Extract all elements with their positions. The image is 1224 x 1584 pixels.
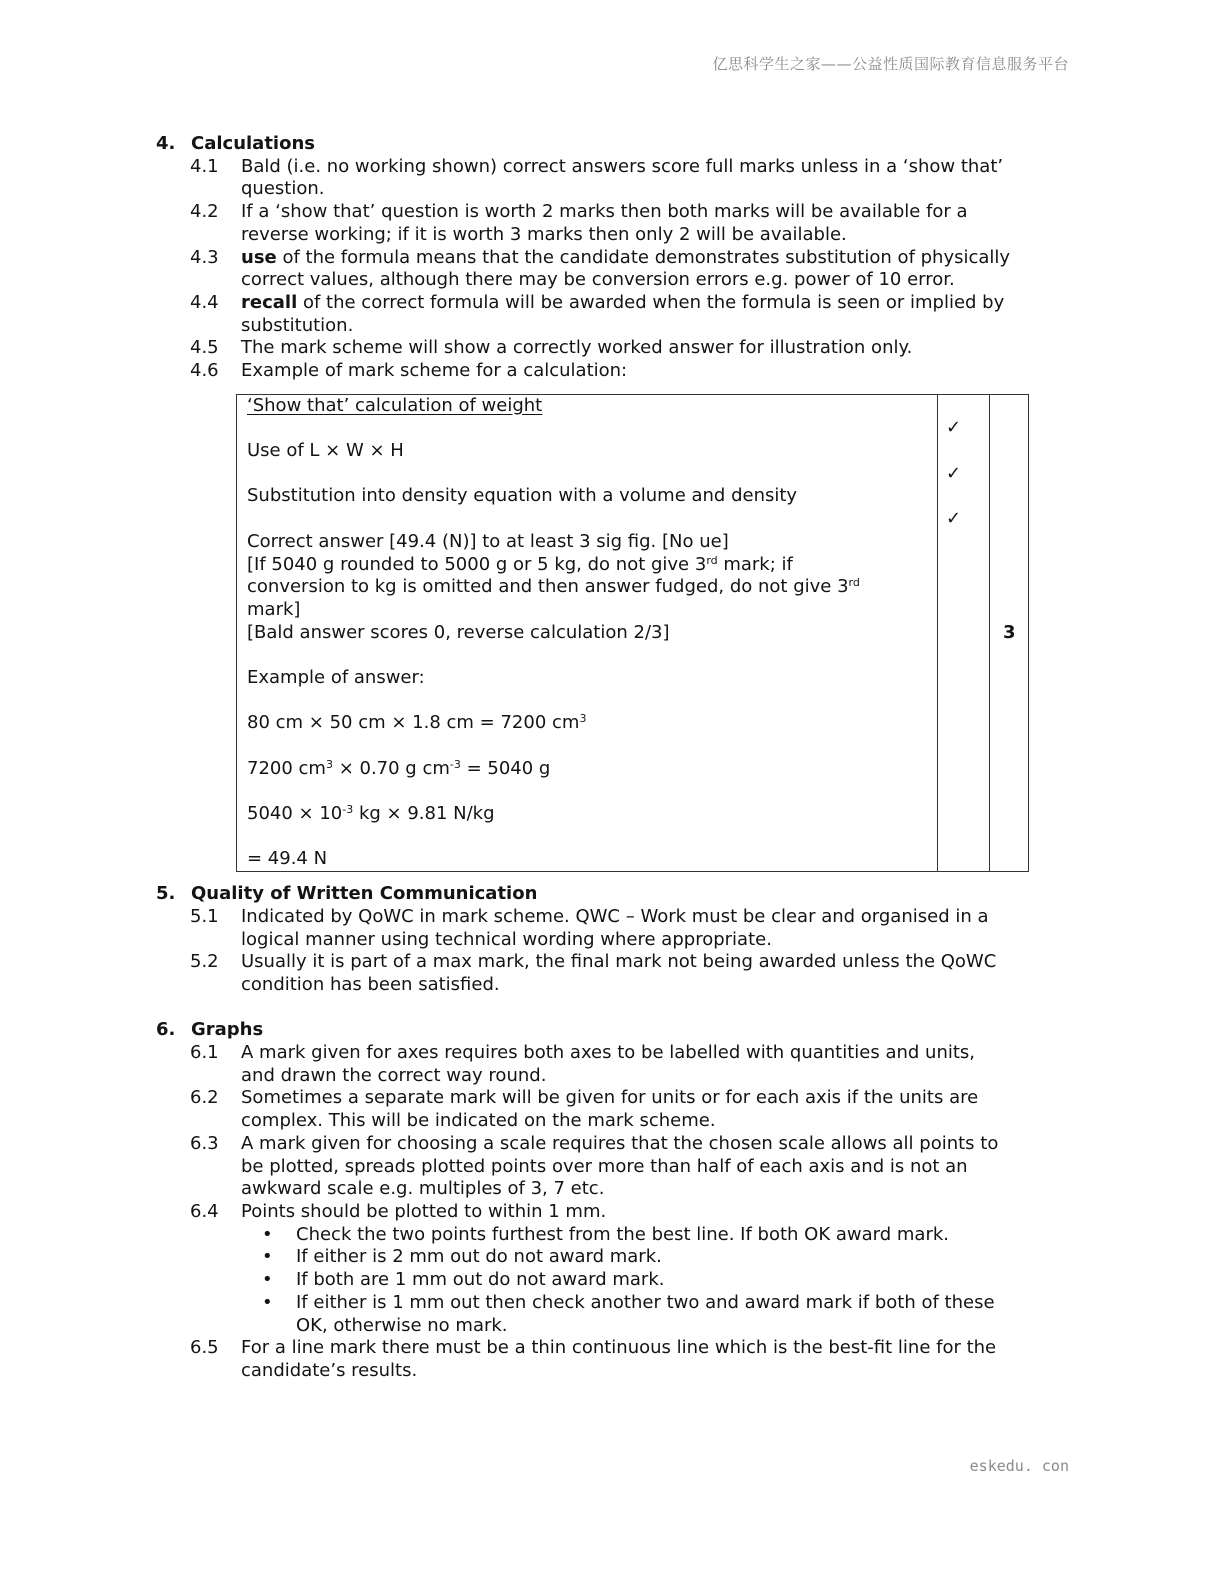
calc-text: × 0.70 g cm <box>332 757 450 779</box>
document-body <box>156 133 1016 1383</box>
item-number: 4.4 <box>190 291 219 313</box>
bullet-item <box>156 1246 1016 1269</box>
check-icon: ✓ <box>945 417 962 439</box>
item-number: 6.3 <box>190 1132 219 1154</box>
item-text: Sometimes a separate mark will be given for units or for each axis if the units are complex. This will be indicated on the mark scheme. <box>241 1087 979 1132</box>
section-title: Graphs <box>191 1019 264 1041</box>
calc-step-1 <box>247 712 927 735</box>
bullet-icon: • <box>262 1269 273 1291</box>
calc-text: 80 cm × 50 cm × 1.8 cm = 7200 cm <box>247 712 580 734</box>
total-marks: 3 <box>1002 621 1016 643</box>
item-text: A mark given for choosing a scale requires that the chosen scale allows all points to be plotted, spreads plotted points over more than half of each axis and is not an awkward scale e.g. multiples of 3, 7 etc. <box>241 1132 999 1200</box>
item-number: 5.1 <box>190 905 219 927</box>
item-number: 6.4 <box>190 1201 219 1222</box>
section-number: 6. <box>156 1019 176 1041</box>
check-icon: ✓ <box>945 508 962 530</box>
item-text: Example of mark scheme for a calculation: <box>241 360 628 382</box>
item-text <box>241 247 1011 292</box>
item-number: 4.3 <box>190 246 219 268</box>
note-text: conversion to kg is omitted and then answer fudged, do not give 3 <box>247 576 849 598</box>
superscript: -3 <box>449 757 461 771</box>
list-item <box>156 360 1016 383</box>
list-item <box>156 1201 1016 1224</box>
marking-point-1: Use of L × W × H <box>247 440 404 462</box>
item-number: 4.5 <box>190 337 219 359</box>
section-number: 4. <box>156 133 176 154</box>
keyword: use <box>241 246 277 268</box>
calc-text: 5040 × 10 <box>247 803 343 825</box>
item-text: Points should be plotted to within 1 mm. <box>241 1201 607 1222</box>
superscript: rd <box>706 553 718 567</box>
calc-text: kg × 9.81 N/kg <box>353 803 495 825</box>
note-line: mark] <box>247 598 301 620</box>
item-text: For a line mark there must be a thin continuous line which is the best-fit line for the candidate’s results. <box>241 1337 997 1381</box>
calc-result: = 49.4 N <box>247 848 328 870</box>
item-text: Bald (i.e. no working shown) correct answers score full marks unless in a ‘show that’ question. <box>241 155 1004 200</box>
bullet-icon: • <box>262 1223 273 1245</box>
superscript: rd <box>848 576 860 590</box>
list-item <box>156 292 1016 337</box>
list-item <box>156 906 1016 951</box>
item-number: 6.5 <box>190 1337 219 1359</box>
table-heading: ‘Show that’ calculation of weight <box>247 394 543 416</box>
item-text <box>241 292 1011 337</box>
mark-scheme-content <box>237 394 938 871</box>
item-text: Indicated by QoWC in mark scheme. QWC – Work must be clear and organised in a logical manner using technical wording where appropriate. <box>241 905 989 950</box>
mark-scheme-table <box>236 394 1029 872</box>
page-footer-watermark: eskedu. con <box>969 1457 1069 1475</box>
marking-point-3: Correct answer [49.4 (N)] to at least 3 sig fig. [No ue] <box>247 530 729 552</box>
tick-column <box>937 394 989 871</box>
list-item <box>156 156 1016 201</box>
item-number: 5.2 <box>190 951 219 973</box>
item-number: 6.1 <box>190 1042 219 1064</box>
note-text: mark; if <box>717 553 793 575</box>
note-line <box>247 576 927 599</box>
superscript: 3 <box>579 712 587 726</box>
page-header-watermark: 亿思科学生之家——公益性质国际教育信息服务平台 <box>712 55 1069 73</box>
list-item <box>156 247 1016 292</box>
list-item <box>156 201 1016 246</box>
item-text: A mark given for axes requires both axes to be labelled with quantities and units, and drawn the correct way round. <box>241 1042 976 1086</box>
list-item <box>156 951 1016 996</box>
item-text: Usually it is part of a max mark, the final mark not being awarded unless the QoWC condition has been satisfied. <box>241 951 997 995</box>
superscript: 3 <box>325 757 333 771</box>
list-item <box>156 337 1016 360</box>
bullet-text: If both are 1 mm out do not award mark. <box>296 1269 665 1291</box>
item-text: If a ‘show that’ question is worth 2 marks then both marks will be available for a reverse working; if it is worth 3 marks then only 2 will be available. <box>241 201 968 245</box>
bullet-item <box>156 1224 1016 1247</box>
bullet-icon: • <box>262 1291 273 1313</box>
section-heading <box>156 883 1016 906</box>
item-number: 6.2 <box>190 1087 219 1109</box>
section-title: Quality of Written Communication <box>191 883 538 905</box>
example-label: Example of answer: <box>247 666 425 688</box>
list-item <box>156 1087 1016 1132</box>
bullet-text: If either is 1 mm out then check another two and award mark if both of these OK, otherwise no mark. <box>296 1291 995 1336</box>
calc-step-3 <box>247 803 927 826</box>
list-item <box>156 1337 1016 1382</box>
bullet-icon: • <box>262 1246 273 1268</box>
calc-text: = 5040 g <box>460 757 551 779</box>
calc-step-2 <box>247 758 927 781</box>
list-item <box>156 1133 1016 1201</box>
section-number: 5. <box>156 883 176 905</box>
list-item <box>156 1042 1016 1087</box>
note-line: [Bald answer scores 0, reverse calculation 2/3] <box>247 621 670 643</box>
item-number: 4.1 <box>190 155 219 177</box>
item-number: 4.2 <box>190 201 219 223</box>
calc-text: 7200 cm <box>247 757 326 779</box>
section-title: Calculations <box>191 133 315 154</box>
item-number: 4.6 <box>190 360 219 382</box>
total-marks-cell <box>990 394 1029 871</box>
bullet-text: If either is 2 mm out do not award mark. <box>296 1246 662 1268</box>
bullet-item <box>156 1269 1016 1292</box>
item-text: The mark scheme will show a correctly worked answer for illustration only. <box>241 337 913 359</box>
section-heading <box>156 1019 1016 1042</box>
item-text-rest: of the formula means that the candidate demonstrates substitution of physically correct values, although there may be conversion errors e.g. power of 10 error. <box>241 246 1011 291</box>
note-text: [If 5040 g rounded to 5000 g or 5 kg, do not give 3 <box>247 553 707 575</box>
bullet-list <box>156 1224 1016 1338</box>
marking-point-2: Substitution into density equation with a volume and density <box>247 485 798 507</box>
check-icon: ✓ <box>945 462 962 484</box>
section-heading <box>156 133 1016 156</box>
bullet-item <box>156 1292 1016 1337</box>
bullet-text: Check the two points furthest from the best line. If both OK award mark. <box>296 1223 949 1245</box>
keyword: recall <box>241 291 298 313</box>
note-line <box>247 554 927 577</box>
item-text-rest: of the correct formula will be awarded when the formula is seen or implied by substitution. <box>241 291 1005 336</box>
superscript: -3 <box>342 803 354 817</box>
